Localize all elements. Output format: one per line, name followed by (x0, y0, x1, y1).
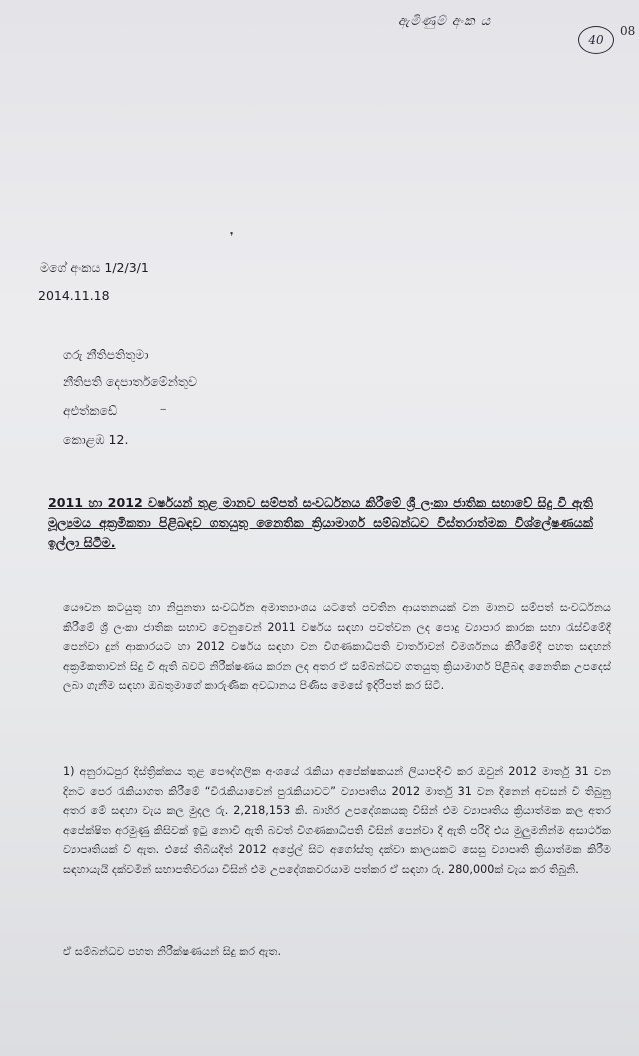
circled-page-number: 40 (578, 26, 614, 54)
address-line-department: නීතිපති දෙපාර්තමේන්තුව (63, 374, 198, 389)
edge-page-mark: 08 (620, 24, 636, 38)
address-line-street: අළුත්කඩේ (63, 403, 118, 418)
body-paragraph-intro: යෞවන කටයුතු හා නිපුනතා සංවර්ධන අමාත්‍යාංශය යටතේ පවතින ආයතනයක් වන මානව සම්පත් සංවර්ධනය කිරීමේ ශ්‍රී ලංකා ජාතික සභාව වෙනුවෙන් 2011 වර්ෂය සඳහා පවත්වන ලද පොදු ව්‍යාපාර කාරක සභා රැස්වීමේදී පෙන්වා දුන් ආකාරයට හා 2012 වර්ෂය සඳහා වන විගණකාධිපති වාර්තාවන් විමර්ශනය කිරීමේදී පහත සඳහන් අක්‍රමිකතාවන් සිදු වී ඇති බවට නිරීක්ෂණය කරන ලද අතර ඒ සම්බන්ධව ගතයුතු ක්‍රියාමාර්ග පිළිබඳ නෛතික උපදෙස් ලබා ගැනීම සඳහා ඔබතුමාගේ කාරුණික අවධානය පිණිස මෙසේ ඉදිරිපත් කර සිටී. (63, 601, 611, 692)
letter-subject: 2011 හා 2012 වර්ෂයන් තුළ මානව සම්පත් සංවර්ධනය කිරීමේ ශ්‍රී ලංකා ජාතික සභාවේ සිදු වී ඇති මූල්‍යමය අක්‍රමිකතා පිළිබඳව ගතයුතු නෛතික ක්‍රියාමාර්ග සම්බන්ධව විස්තරාත්මක විශ්ලේෂණයක් ඉල්ලා සිටීම. (48, 495, 593, 550)
body-paragraph-item-1: 1) අනුරාධපුර දිස්ත්‍රික්කය තුළ පෞද්ගලික අංශයේ රැකියා අපේක්ෂකයන් ලියාපදිංචි කර ඔවුන් 2012 මාර්තු 31 වන දිනට පෙර රැකියාගත කිරීමේ “විරැකියාවෙන් පුරැකියාවට” ව්‍යාපෘතිය 2012 මාර්තු 31 වන දිනෙන් අවසන් වී තිබුනු අතර මේ සඳහා වැය කල මුදල රු. 2,218,153 කි. බාහිර උපදේශකයකු විසින් එම ව්‍යාපෘතිය ක්‍රියාත්මක කල අතර අපේක්ෂිත අරමුණු කිසිවක් ඉටු නොවී ඇති බවත් විගණකාධිපති විසින් පෙන්වා දී ඇති පරිදි එය මුලුමනින්ම අසාර්ථක ව්‍යාපෘතියක් වී ඇත. එසේ තිබියදීත් 2012 අප්‍රේල් සිට අගෝස්තු දක්වා කාලයකට සෙසු ව්‍යාපෘති ක්‍රියාත්මක කිරීම සඳහායැයි දක්වමින් සභාපතිවරයා විසින් එම උපදේශකවරයාම පත්කර ඒ සඳහා රු. 280,000ක් වැය කර තිබුනි. (63, 765, 611, 876)
pen-mark-decoration: ‒ (160, 404, 167, 415)
address-line-recipient: ගරු නීතිපතිතුමා (63, 347, 149, 362)
letter-date: 2014.11.18 (38, 288, 110, 303)
ink-mark-decoration: ❜ (230, 230, 234, 243)
handwritten-annex-note: ඇමිණුම් අංක ය (398, 14, 492, 29)
reference-number: මගේ අංකය 1/2/3/1 (40, 260, 149, 275)
body-paragraph-observations: ඒ සම්බන්ධව පහත නිරීක්ෂණයන් සිදු කර ඇත. (63, 945, 282, 958)
address-line-city: කොළඹ 12. (63, 432, 129, 447)
